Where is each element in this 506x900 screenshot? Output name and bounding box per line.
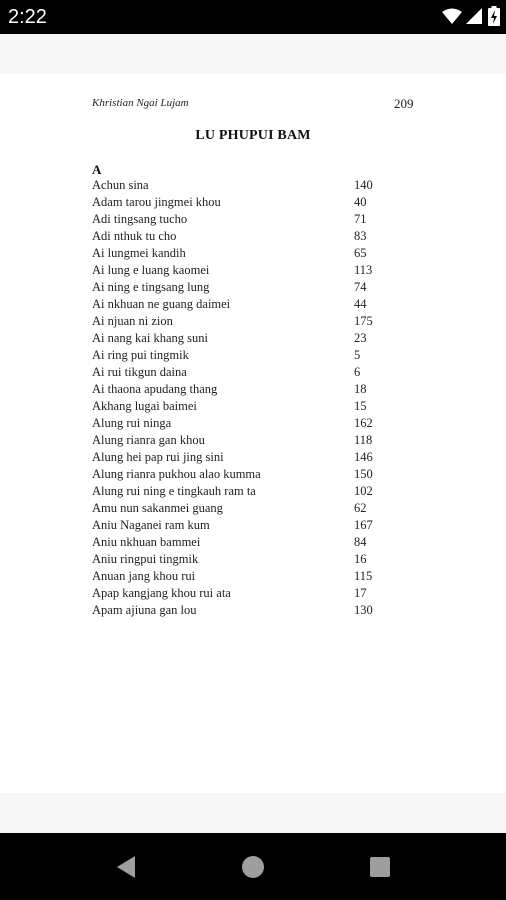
song-page-number: 102	[354, 484, 373, 498]
song-title: Alung rui ning e tingkauh ram ta	[92, 484, 256, 498]
song-title: Ai ning e tingsang lung	[92, 280, 210, 294]
list-item	[92, 534, 392, 551]
back-icon[interactable]	[110, 851, 142, 883]
status-time: 2:22	[8, 6, 47, 28]
song-title: Amu nun sakanmei guang	[92, 501, 223, 515]
song-page-number: 74	[354, 280, 367, 294]
viewer-top-margin	[0, 34, 506, 74]
song-page-number: 15	[354, 399, 367, 413]
song-title: Apam ajiuna gan lou	[92, 603, 197, 617]
song-page-number: 167	[354, 518, 373, 532]
status-bar	[0, 0, 506, 34]
list-item	[92, 500, 392, 517]
song-title: Anuan jang khou rui	[92, 569, 196, 583]
song-title: Ai ring pui tingmik	[92, 348, 189, 362]
list-item	[92, 313, 392, 330]
song-page-number: 6	[354, 365, 361, 379]
list-item	[92, 398, 392, 415]
list-item	[92, 517, 392, 534]
list-item	[92, 415, 392, 432]
home-icon[interactable]	[237, 851, 269, 883]
song-page-number: 40	[354, 195, 367, 209]
song-page-number: 130	[354, 603, 373, 617]
song-page-number: 140	[354, 178, 373, 192]
song-title: Ai rui tikgun daina	[92, 365, 187, 379]
song-page-number: 23	[354, 331, 367, 345]
list-item	[92, 381, 392, 398]
song-page-number: 17	[354, 586, 367, 600]
song-title: Ai thaona apudang thang	[92, 382, 218, 396]
song-page-number: 150	[354, 467, 373, 481]
song-title: Apap kangjang khou rui ata	[92, 586, 231, 600]
list-item	[92, 568, 392, 585]
song-page-number: 44	[354, 297, 367, 311]
song-title: Ai nang kai khang suni	[92, 331, 208, 345]
viewer-bottom-margin	[0, 793, 506, 833]
list-item	[92, 177, 392, 194]
song-page-number: 115	[354, 569, 373, 583]
recents-icon[interactable]	[364, 851, 396, 883]
battery-charging-icon	[488, 6, 500, 28]
page-number: 209	[394, 96, 414, 111]
wifi-icon	[442, 6, 462, 28]
list-item	[92, 262, 392, 279]
status-icons	[442, 6, 500, 28]
list-item	[92, 296, 392, 313]
song-page-number: 83	[354, 229, 367, 243]
song-title: Adi tingsang tucho	[92, 212, 188, 226]
running-head: Khristian Ngai Lujam	[92, 97, 189, 109]
song-title: Ai nkhuan ne guang daimei	[92, 297, 231, 311]
list-item	[92, 585, 392, 602]
song-title: Alung rui ninga	[92, 416, 172, 430]
list-item	[92, 245, 392, 262]
navigation-bar	[0, 833, 506, 900]
song-page-number: 162	[354, 416, 373, 430]
song-title: Aniu nkhuan bammei	[92, 535, 201, 549]
song-page-number: 175	[354, 314, 373, 328]
list-item	[92, 602, 392, 619]
song-index-list	[92, 177, 392, 619]
song-page-number: 16	[354, 552, 367, 566]
song-title: Alung hei pap rui jing sini	[92, 450, 224, 464]
song-page-number: 113	[354, 263, 373, 277]
list-item	[92, 330, 392, 347]
song-page-number: 5	[354, 348, 361, 362]
list-item	[92, 364, 392, 381]
song-title: Aniu Naganei ram kum	[92, 518, 210, 532]
cellular-signal-icon	[466, 6, 484, 28]
song-title: Alung rianra gan khou	[92, 433, 205, 447]
song-title: Ai lung e luang kaomei	[92, 263, 210, 277]
song-title: Aniu ringpui tingmik	[92, 552, 199, 566]
song-page-number: 71	[354, 212, 367, 226]
page-title: LU PHUPUI BAM	[195, 128, 311, 143]
list-item	[92, 432, 392, 449]
song-title: Adi nthuk tu cho	[92, 229, 177, 243]
section-letter: A	[92, 162, 102, 177]
song-page-number: 62	[354, 501, 367, 515]
song-title: Akhang lugai baimei	[92, 399, 197, 413]
list-item	[92, 211, 392, 228]
list-item	[92, 449, 392, 466]
song-page-number: 18	[354, 382, 367, 396]
list-item	[92, 551, 392, 568]
song-page-number: 65	[354, 246, 367, 260]
song-title: Alung rianra pukhou alao kumma	[92, 467, 261, 481]
song-title: Adam tarou jingmei khou	[92, 195, 221, 209]
list-item	[92, 194, 392, 211]
list-item	[92, 483, 392, 500]
list-item	[92, 466, 392, 483]
song-page-number: 118	[354, 433, 373, 447]
song-title: Ai njuan ni zion	[92, 314, 173, 328]
list-item	[92, 347, 392, 364]
song-page-number: 84	[354, 535, 367, 549]
list-item	[92, 279, 392, 296]
list-item	[92, 228, 392, 245]
song-title: Achun sina	[92, 178, 149, 192]
song-page-number: 146	[354, 450, 373, 464]
song-title: Ai lungmei kandih	[92, 246, 186, 260]
